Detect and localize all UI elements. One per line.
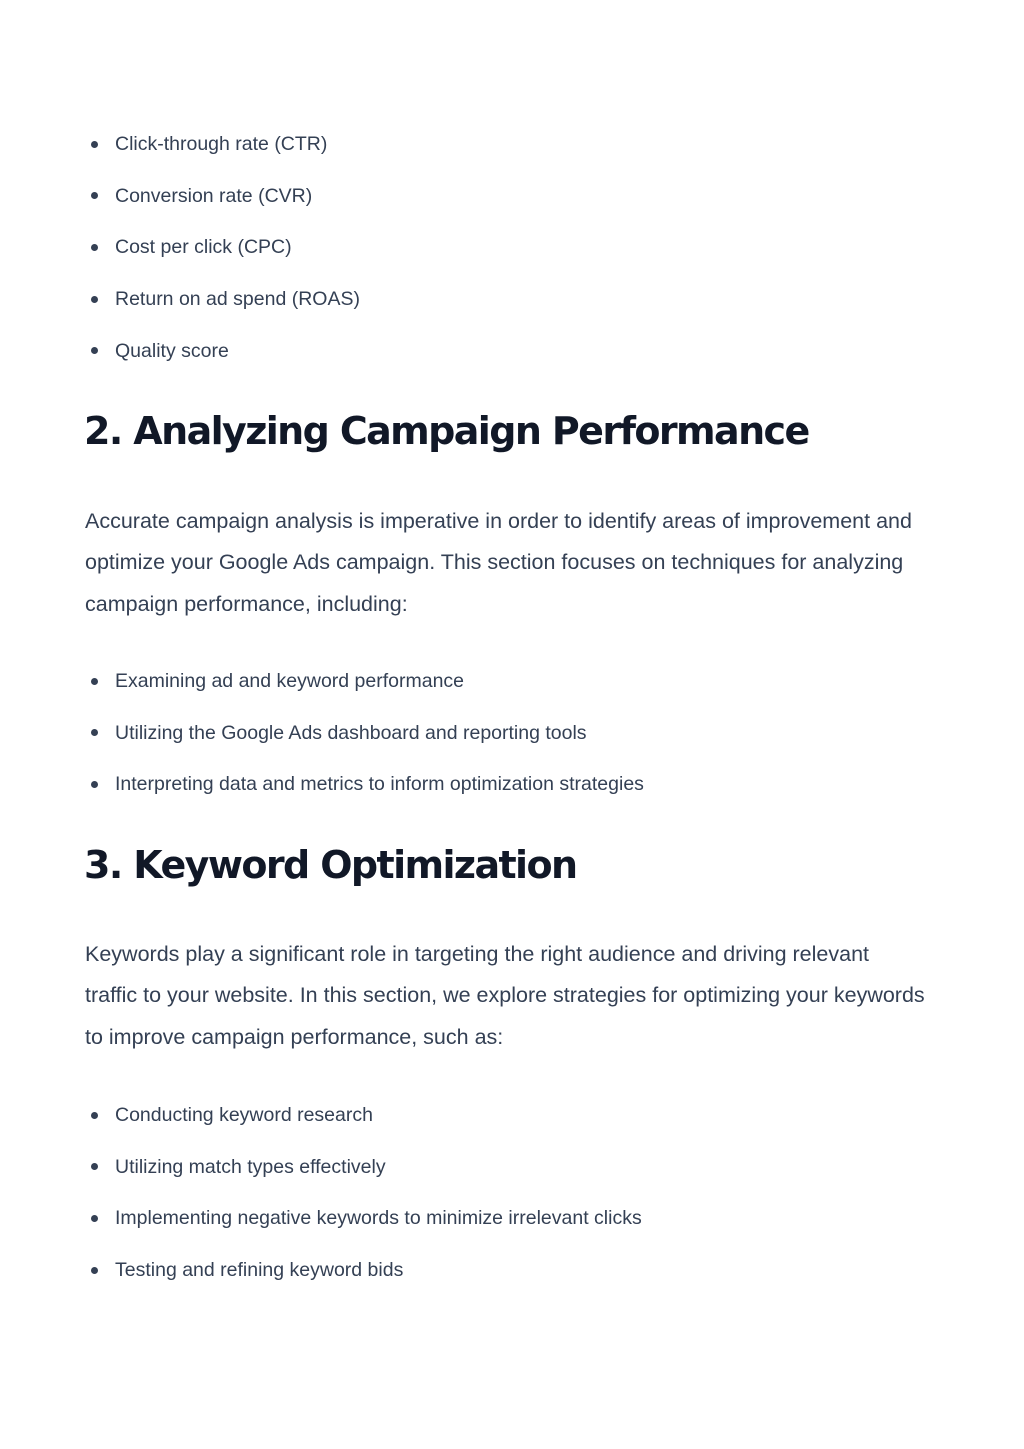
bullet-icon bbox=[91, 1112, 98, 1119]
list-item-text: Interpreting data and metrics to inform optimization strategies bbox=[115, 773, 644, 796]
section-3-paragraph: Keywords play a significant role in targeting the right audience and driving relevant traffic to your website. In this section, we explore strategies for optimizing your keywords to improve campaign performance, such as: bbox=[85, 942, 925, 1049]
list-item bbox=[85, 1206, 642, 1258]
list-item bbox=[85, 772, 644, 824]
list-item bbox=[85, 1103, 642, 1155]
bullet-icon bbox=[91, 296, 98, 303]
list-item-text: Implementing negative keywords to minimize irrelevant clicks bbox=[115, 1207, 642, 1230]
list-item bbox=[85, 339, 360, 391]
list-item-text: Conversion rate (CVR) bbox=[115, 184, 313, 207]
bullet-icon bbox=[91, 1215, 98, 1222]
section-3-heading: 3. Keyword Optimization bbox=[84, 843, 577, 887]
bullet-icon bbox=[91, 1267, 98, 1274]
list-item bbox=[85, 669, 644, 721]
list-item-text: Quality score bbox=[115, 339, 229, 362]
bullet-icon bbox=[91, 678, 98, 685]
list-item bbox=[85, 235, 360, 287]
list-item bbox=[85, 287, 360, 339]
metrics-list bbox=[85, 132, 360, 390]
list-item-text: Cost per click (CPC) bbox=[115, 236, 292, 259]
section-2-paragraph: Accurate campaign analysis is imperative in order to identify areas of improvement and optimize your Google Ads campaign. This section focuses on techniques for analyzing campaign performance, including: bbox=[85, 509, 912, 616]
list-item bbox=[85, 1258, 642, 1310]
bullet-icon bbox=[91, 1163, 98, 1170]
list-item-text: Return on ad spend (ROAS) bbox=[115, 288, 360, 311]
bullet-icon bbox=[91, 141, 98, 148]
list-item bbox=[85, 184, 360, 236]
list-item bbox=[85, 721, 644, 773]
analysis-list bbox=[85, 669, 644, 824]
list-item-text: Examining ad and keyword performance bbox=[115, 670, 465, 692]
keyword-list bbox=[85, 1103, 642, 1310]
list-item bbox=[85, 1155, 642, 1207]
bullet-icon bbox=[91, 244, 98, 251]
bullet-icon bbox=[91, 192, 98, 199]
list-item bbox=[85, 132, 360, 184]
list-item-text: Conducting keyword research bbox=[115, 1104, 373, 1126]
list-item-text: Utilizing the Google Ads dashboard and reporting tools bbox=[115, 721, 587, 744]
bullet-icon bbox=[91, 781, 98, 788]
bullet-icon bbox=[91, 347, 98, 354]
list-item-text: Click-through rate (CTR) bbox=[115, 133, 328, 155]
section-2-heading: 2. Analyzing Campaign Performance bbox=[84, 409, 809, 453]
list-item-text: Testing and refining keyword bids bbox=[115, 1259, 404, 1282]
bullet-icon bbox=[91, 729, 98, 736]
list-item-text: Utilizing match types effectively bbox=[115, 1155, 386, 1178]
